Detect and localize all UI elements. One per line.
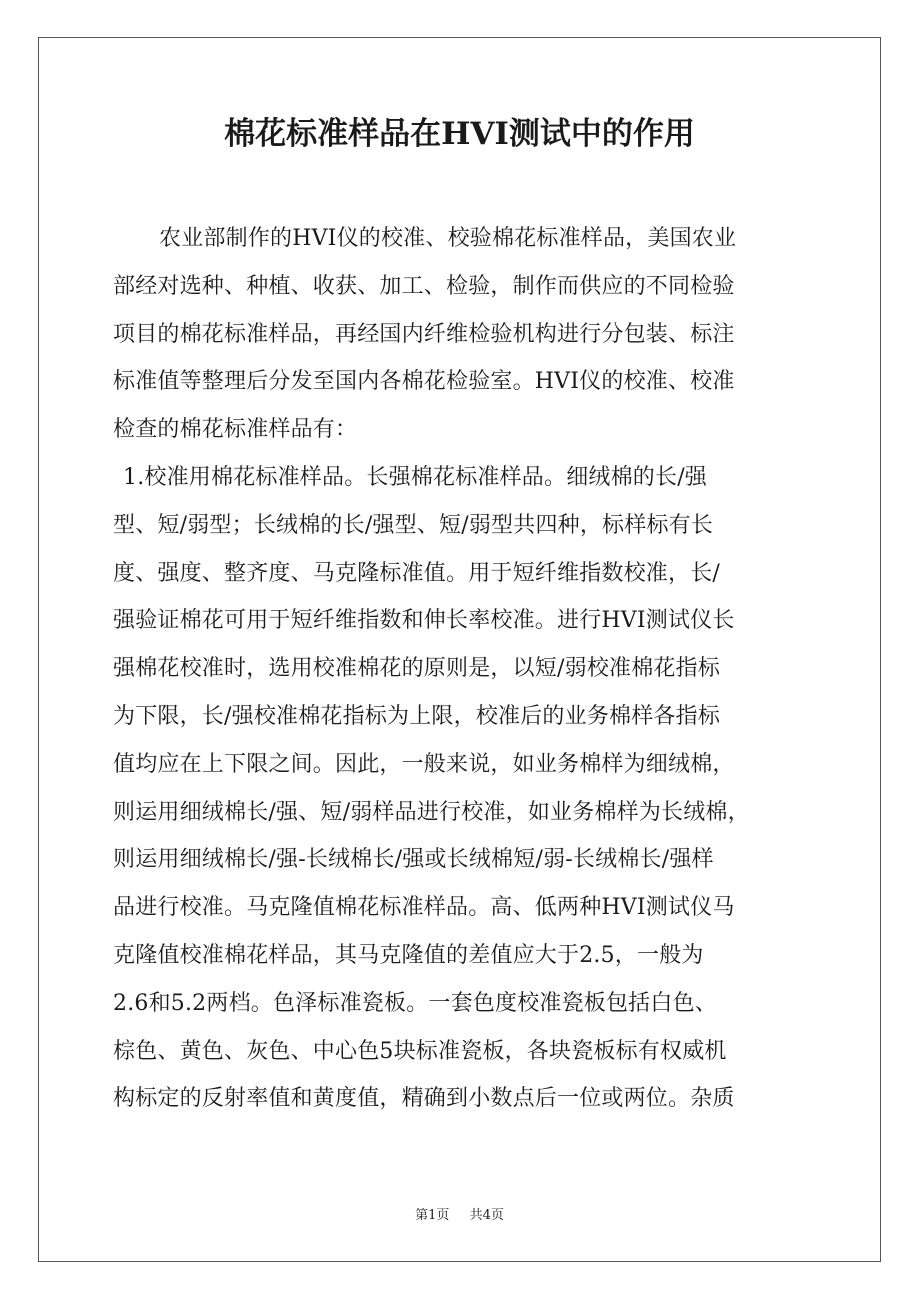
document-title: 棉花标准样品在HVI测试中的作用 <box>224 116 695 152</box>
paragraph-line: 度、强度、整齐度、马克隆标准值。用于短纤维指数校准，长/ <box>113 560 721 586</box>
paragraph-line: 项目的棉花标准样品，再经国内纤维检验机构进行分包装、标注 <box>113 321 735 347</box>
paragraph-line: 则运用细绒棉长/强、短/弱样品进行校准，如业务棉样为长绒棉， <box>113 799 750 825</box>
page-number: 第1页 <box>415 1208 450 1223</box>
paragraph-line: 部经对选种、种植、收获、加工、检验，制作而供应的不同检验 <box>113 273 735 299</box>
paragraph-line: 克隆值校准棉花样品，其马克隆值的差值应大于2.5，一般为 <box>113 942 704 968</box>
body-text <box>113 215 823 1123</box>
paragraph-line: 农业部制作的HVI仪的校准、校验棉花标准样品，美国农业 <box>159 226 737 251</box>
page-total: 共4页 <box>469 1208 504 1223</box>
paragraph-line: 强棉花校准时，选用校准棉花的原则是，以短/弱校准棉花指标 <box>113 656 721 682</box>
paragraph-line: 1.校准用棉花标准样品。长强棉花标准样品。细绒棉的长/强 <box>123 464 708 490</box>
paragraph-line: 标准值等整理后分发至国内各棉花检验室。HVI仪的校准、校准 <box>113 369 735 395</box>
paragraph-line: 棕色、黄色、灰色、中心色5块标准瓷板，各块瓷板标有权威机 <box>113 1038 727 1064</box>
page-footer <box>38 1206 881 1226</box>
paragraph-line: 检查的棉花标准样品有： <box>113 417 358 443</box>
paragraph-line: 值均应在上下限之间。因此，一般来说，如业务棉样为细绒棉， <box>113 751 735 777</box>
paragraph-line: 为下限，长/强校准棉花指标为上限，校准后的业务棉样各指标 <box>113 703 721 729</box>
paragraph-line: 2.6和5.2两档。色泽标准瓷板。一套色度校准瓷板包括白色、 <box>113 990 717 1016</box>
paragraph-line: 则运用细绒棉长/强-长绒棉长/强或长绒棉短/弱-长绒棉长/强样 <box>113 847 714 873</box>
paragraph-line: 强验证棉花可用于短纤维指数和伸长率校准。进行HVI测试仪长 <box>113 608 735 634</box>
paragraph-line: 型、短/弱型；长绒棉的长/强型、短/弱型共四种，标样标有长 <box>113 512 714 538</box>
paragraph-line: 品进行校准。马克隆值棉花标准样品。高、低两种HVI测试仪马 <box>113 895 735 921</box>
paragraph-line: 构标定的反射率值和黄度值，精确到小数点后一位或两位。杂质 <box>113 1086 735 1112</box>
